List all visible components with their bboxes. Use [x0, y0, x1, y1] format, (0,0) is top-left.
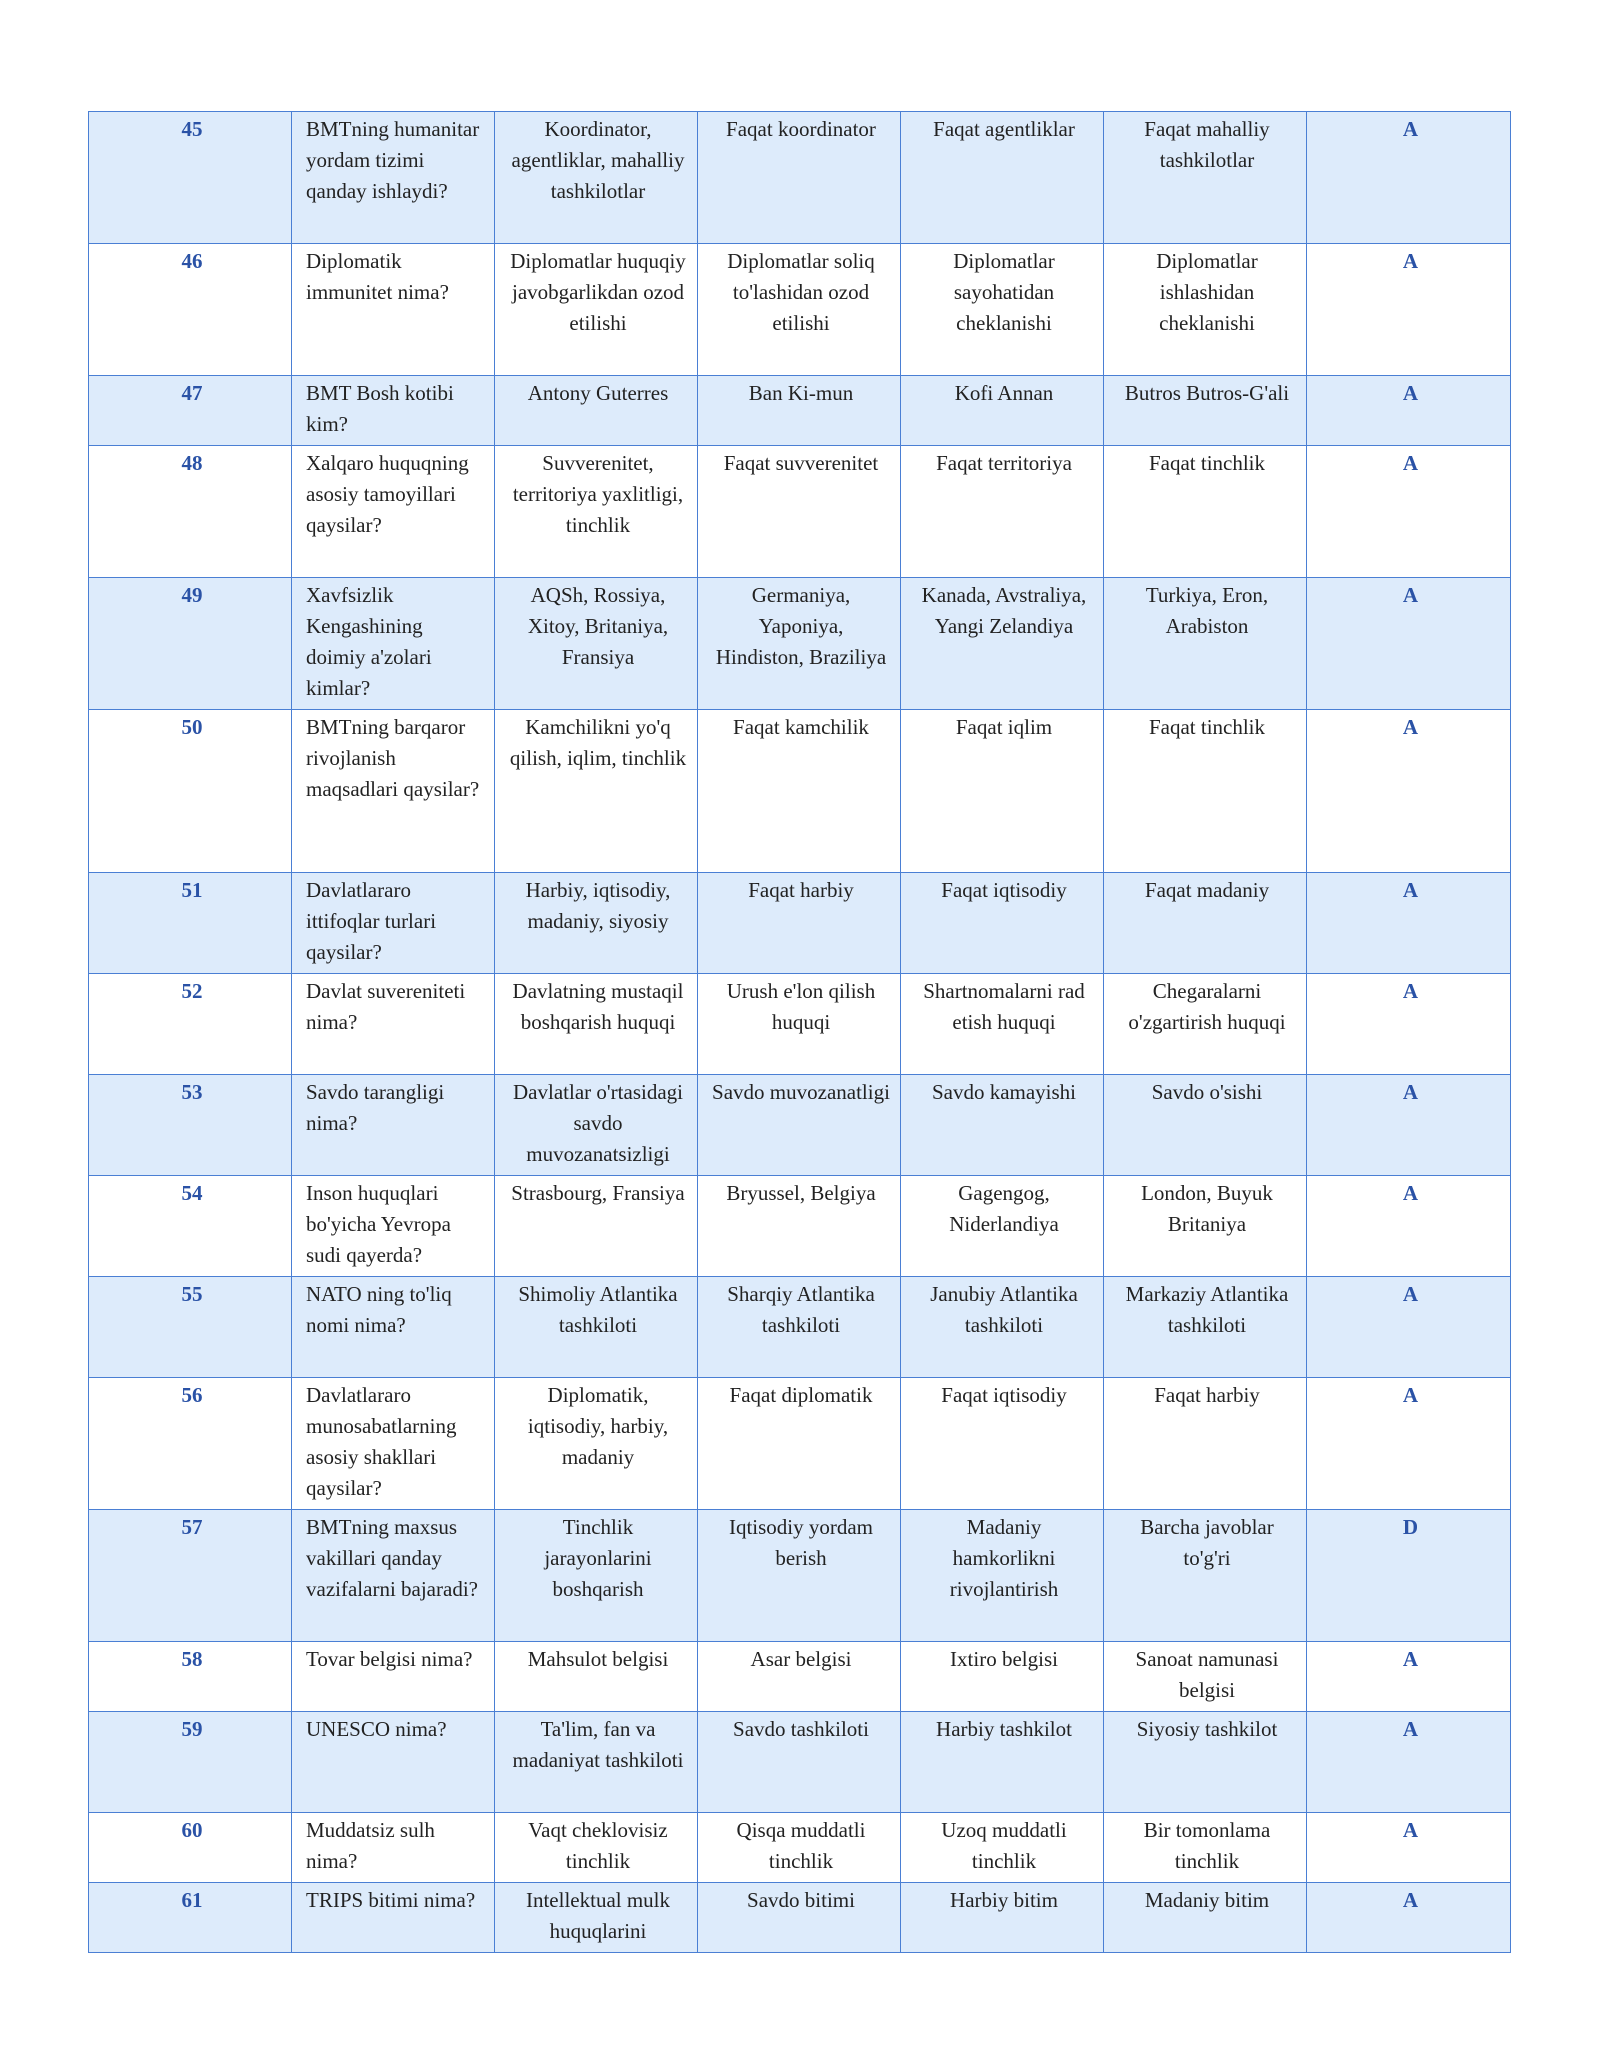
question-number: 61	[89, 1883, 292, 1953]
question-number: 52	[89, 974, 292, 1075]
option-d: Butros Butros-G'ali	[1104, 376, 1307, 446]
question-number: 60	[89, 1813, 292, 1883]
table-row	[89, 1075, 1511, 1176]
option-c: Kofi Annan	[901, 376, 1104, 446]
option-d: Diplomatlar ishlashidan cheklanishi	[1104, 244, 1307, 376]
question-text: Davlatlararo ittifoqlar turlari qaysilar?	[292, 873, 495, 974]
option-c: Faqat territoriya	[901, 446, 1104, 578]
option-a: Davlatlar o'rtasidagi savdo muvozanatsizligi	[495, 1075, 698, 1176]
option-c: Diplomatlar sayohatidan cheklanishi	[901, 244, 1104, 376]
table-row	[89, 1883, 1511, 1953]
question-text: BMT Bosh kotibi kim?	[292, 376, 495, 446]
correct-answer: A	[1307, 873, 1511, 974]
option-b: Savdo tashkiloti	[698, 1712, 901, 1813]
option-c: Shartnomalarni rad etish huquqi	[901, 974, 1104, 1075]
option-d: Turkiya, Eron, Arabiston	[1104, 578, 1307, 710]
question-number: 57	[89, 1510, 292, 1642]
option-a: Diplomatlar huquqiy javobgarlikdan ozod etilishi	[495, 244, 698, 376]
correct-answer: A	[1307, 1813, 1511, 1883]
option-d: Savdo o'sishi	[1104, 1075, 1307, 1176]
table-row	[89, 578, 1511, 710]
table-row	[89, 112, 1511, 244]
option-a: Strasbourg, Fransiya	[495, 1176, 698, 1277]
question-number: 54	[89, 1176, 292, 1277]
option-b: Asar belgisi	[698, 1642, 901, 1712]
option-b: Ban Ki-mun	[698, 376, 901, 446]
question-number: 45	[89, 112, 292, 244]
option-c: Janubiy Atlantika tashkiloti	[901, 1277, 1104, 1378]
correct-answer: D	[1307, 1510, 1511, 1642]
correct-answer: A	[1307, 710, 1511, 873]
option-d: Sanoat namunasi belgisi	[1104, 1642, 1307, 1712]
question-text: Savdo tarangligi nima?	[292, 1075, 495, 1176]
option-b: Faqat suvverenitet	[698, 446, 901, 578]
correct-answer: A	[1307, 376, 1511, 446]
quiz-table	[88, 111, 1511, 1953]
question-text: Davlat suvereniteti nima?	[292, 974, 495, 1075]
option-b: Qisqa muddatli tinchlik	[698, 1813, 901, 1883]
question-number: 51	[89, 873, 292, 974]
table-row	[89, 974, 1511, 1075]
option-b: Iqtisodiy yordam berish	[698, 1510, 901, 1642]
table-row	[89, 1277, 1511, 1378]
option-c: Uzoq muddatli tinchlik	[901, 1813, 1104, 1883]
option-b: Faqat diplomatik	[698, 1378, 901, 1510]
document-page	[88, 111, 1510, 1953]
option-a: Vaqt cheklovisiz tinchlik	[495, 1813, 698, 1883]
option-c: Faqat agentliklar	[901, 112, 1104, 244]
table-row	[89, 1176, 1511, 1277]
option-b: Savdo muvozanatligi	[698, 1075, 901, 1176]
option-b: Faqat kamchilik	[698, 710, 901, 873]
question-text: Davlatlararo munosabatlarning asosiy shakllari qaysilar?	[292, 1378, 495, 1510]
correct-answer: A	[1307, 1075, 1511, 1176]
option-a: AQSh, Rossiya, Xitoy, Britaniya, Fransiya	[495, 578, 698, 710]
question-number: 55	[89, 1277, 292, 1378]
table-row	[89, 1378, 1511, 1510]
correct-answer: A	[1307, 974, 1511, 1075]
quiz-table-body	[89, 112, 1511, 1953]
question-text: Xavfsizlik Kengashining doimiy a'zolari kimlar?	[292, 578, 495, 710]
option-c: Kanada, Avstraliya, Yangi Zelandiya	[901, 578, 1104, 710]
option-a: Intellektual mulk huquqlarini	[495, 1883, 698, 1953]
correct-answer: A	[1307, 578, 1511, 710]
option-a: Mahsulot belgisi	[495, 1642, 698, 1712]
option-d: Faqat mahalliy tashkilotlar	[1104, 112, 1307, 244]
question-text: Xalqaro huquqning asosiy tamoyillari qaysilar?	[292, 446, 495, 578]
question-text: Muddatsiz sulh nima?	[292, 1813, 495, 1883]
correct-answer: A	[1307, 1176, 1511, 1277]
option-d: Madaniy bitim	[1104, 1883, 1307, 1953]
question-number: 56	[89, 1378, 292, 1510]
table-row	[89, 446, 1511, 578]
correct-answer: A	[1307, 1642, 1511, 1712]
option-d: Faqat tinchlik	[1104, 446, 1307, 578]
table-row	[89, 1510, 1511, 1642]
option-c: Ixtiro belgisi	[901, 1642, 1104, 1712]
option-c: Faqat iqtisodiy	[901, 873, 1104, 974]
option-a: Suvverenitet, territoriya yaxlitligi, tinchlik	[495, 446, 698, 578]
correct-answer: A	[1307, 1277, 1511, 1378]
option-d: Barcha javoblar to'g'ri	[1104, 1510, 1307, 1642]
question-text: Diplomatik immunitet nima?	[292, 244, 495, 376]
option-d: Siyosiy tashkilot	[1104, 1712, 1307, 1813]
option-b: Faqat koordinator	[698, 112, 901, 244]
option-d: Markaziy Atlantika tashkiloti	[1104, 1277, 1307, 1378]
option-c: Harbiy bitim	[901, 1883, 1104, 1953]
question-text: BMTning barqaror rivojlanish maqsadlari qaysilar?	[292, 710, 495, 873]
correct-answer: A	[1307, 446, 1511, 578]
option-c: Savdo kamayishi	[901, 1075, 1104, 1176]
option-a: Antony Guterres	[495, 376, 698, 446]
table-row	[89, 1813, 1511, 1883]
option-d: Faqat harbiy	[1104, 1378, 1307, 1510]
table-row	[89, 1642, 1511, 1712]
option-c: Madaniy hamkorlikni rivojlantirish	[901, 1510, 1104, 1642]
question-number: 49	[89, 578, 292, 710]
question-number: 50	[89, 710, 292, 873]
question-number: 47	[89, 376, 292, 446]
question-text: TRIPS bitimi nima?	[292, 1883, 495, 1953]
correct-answer: A	[1307, 112, 1511, 244]
option-b: Bryussel, Belgiya	[698, 1176, 901, 1277]
option-a: Tinchlik jarayonlarini boshqarish	[495, 1510, 698, 1642]
correct-answer: A	[1307, 1712, 1511, 1813]
table-row	[89, 376, 1511, 446]
question-text: Tovar belgisi nima?	[292, 1642, 495, 1712]
option-c: Faqat iqtisodiy	[901, 1378, 1104, 1510]
correct-answer: A	[1307, 1378, 1511, 1510]
question-number: 58	[89, 1642, 292, 1712]
question-text: NATO ning to'liq nomi nima?	[292, 1277, 495, 1378]
question-number: 46	[89, 244, 292, 376]
correct-answer: A	[1307, 244, 1511, 376]
question-text: UNESCO nima?	[292, 1712, 495, 1813]
option-a: Davlatning mustaqil boshqarish huquqi	[495, 974, 698, 1075]
option-a: Ta'lim, fan va madaniyat tashkiloti	[495, 1712, 698, 1813]
table-row	[89, 873, 1511, 974]
option-d: Faqat madaniy	[1104, 873, 1307, 974]
option-b: Diplomatlar soliq to'lashidan ozod etilishi	[698, 244, 901, 376]
correct-answer: A	[1307, 1883, 1511, 1953]
question-text: BMTning maxsus vakillari qanday vazifalarni bajaradi?	[292, 1510, 495, 1642]
question-number: 48	[89, 446, 292, 578]
option-d: Chegaralarni o'zgartirish huquqi	[1104, 974, 1307, 1075]
option-b: Faqat harbiy	[698, 873, 901, 974]
question-text: Inson huquqlari bo'yicha Yevropa sudi qayerda?	[292, 1176, 495, 1277]
option-d: Faqat tinchlik	[1104, 710, 1307, 873]
option-a: Kamchilikni yo'q qilish, iqlim, tinchlik	[495, 710, 698, 873]
option-d: London, Buyuk Britaniya	[1104, 1176, 1307, 1277]
table-row	[89, 244, 1511, 376]
option-d: Bir tomonlama tinchlik	[1104, 1813, 1307, 1883]
option-c: Harbiy tashkilot	[901, 1712, 1104, 1813]
option-b: Savdo bitimi	[698, 1883, 901, 1953]
question-text: BMTning humanitar yordam tizimi qanday ishlaydi?	[292, 112, 495, 244]
option-b: Urush e'lon qilish huquqi	[698, 974, 901, 1075]
option-a: Harbiy, iqtisodiy, madaniy, siyosiy	[495, 873, 698, 974]
option-b: Germaniya, Yaponiya, Hindiston, Braziliya	[698, 578, 901, 710]
question-number: 53	[89, 1075, 292, 1176]
option-a: Diplomatik, iqtisodiy, harbiy, madaniy	[495, 1378, 698, 1510]
option-a: Koordinator, agentliklar, mahalliy tashkilotlar	[495, 112, 698, 244]
table-row	[89, 710, 1511, 873]
option-a: Shimoliy Atlantika tashkiloti	[495, 1277, 698, 1378]
option-b: Sharqiy Atlantika tashkiloti	[698, 1277, 901, 1378]
option-c: Faqat iqlim	[901, 710, 1104, 873]
table-row	[89, 1712, 1511, 1813]
option-c: Gagengog, Niderlandiya	[901, 1176, 1104, 1277]
question-number: 59	[89, 1712, 292, 1813]
